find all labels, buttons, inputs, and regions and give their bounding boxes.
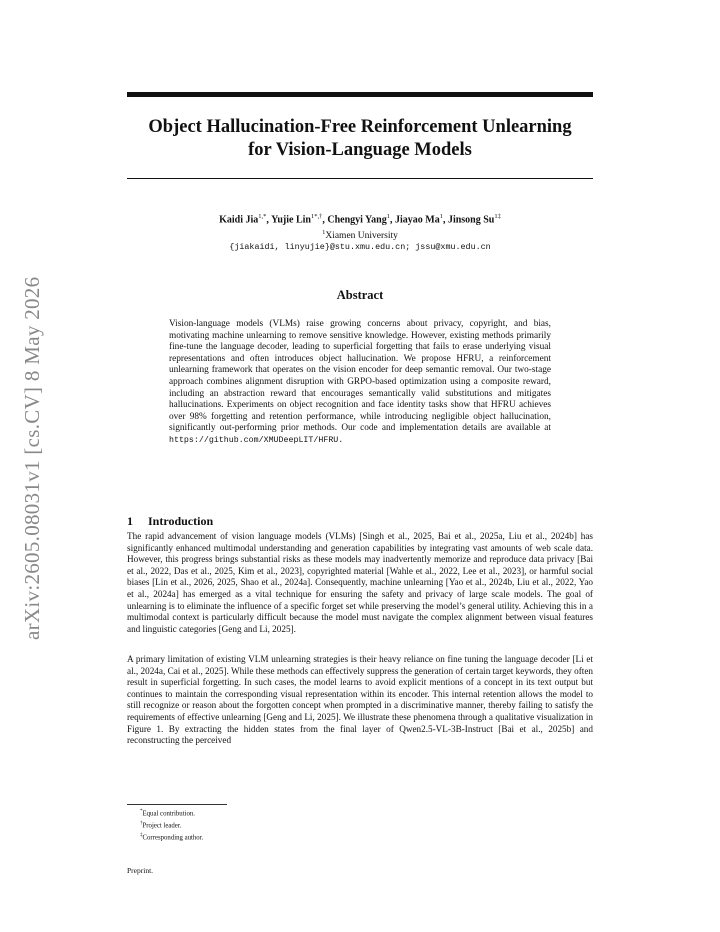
footnote-mark: * xyxy=(140,809,143,814)
author-list: Kaidi Jia$^{1,*}$, Yujie Lin$^{1*,\dagger}$, Chengyi Yang$^1$, Jiayao Ma$^1$, Jinsong $Su^{1\ddagger}$ xyxy=(219,213,501,226)
author-name: Kaidi Jia xyxy=(219,214,259,226)
title-bottom-rule xyxy=(127,178,593,179)
affiliation xyxy=(100,227,620,242)
footnotes xyxy=(140,807,203,842)
arxiv-identifier-stamp: arXiv:2605.08031v1 [cs.CV] 8 May 2026 xyxy=(20,276,44,640)
footnote-text: Project leader. xyxy=(142,822,182,830)
footnote xyxy=(140,831,203,843)
footnote-text: Equal contribution. xyxy=(142,810,195,818)
title-top-rule xyxy=(127,92,593,97)
author-name: Yujie Lin xyxy=(271,214,311,226)
author-name: Jinsong Su xyxy=(447,214,495,226)
abstract-heading: Abstract xyxy=(336,288,384,302)
affiliation-name: Xiamen University xyxy=(325,231,398,242)
paper-title xyxy=(110,116,610,162)
section-number: 1 xyxy=(127,514,133,528)
author-mark: 1*,† xyxy=(310,213,323,220)
title-line-1: Object Hallucination-Free Reinforcement Unlearning xyxy=(148,117,572,137)
footnote-mark: ‡ xyxy=(140,832,143,838)
intro-paragraph-1: The rapid advancement of vision language models (VLMs) [Singh et al., 2025, Bai et al., 2025a, Liu et al., 2024b] has significantly enhanced multimodal understanding and generation capabilities by integrating vast amounts of web scale data. However, this progress brings substantial risks as these models may inadvertently memorize and reproduce data privacy [Bai et al., 2022, Das et al., 2025, Kim et al., 2023], copyrighted material [Wahle et al., 2022, Lee et al., 2023], or harmful social biases [Lin et al., 2026, 2025, Shao et al., 2024a]. Consequently, machine unlearning [Yao et al., 2024b, Liu et al., 2022, Yao et al., 2024a] has emerged as a vital technique for ensuring the safety and privacy of large scale models. The goal of unlearning is to eliminate the influence of a specific forget set while preserving the model’s general utility. Achieving this in a multimodal context is particularly difficult because the model must navigate the complex alignment between visual features and linguistic categories [Geng and Li, 2025]. xyxy=(127,531,593,634)
author-name: Chengyi Yang xyxy=(327,214,387,226)
author-mark: 1,* xyxy=(258,213,267,220)
author-mark: 1‡ xyxy=(494,213,501,220)
code-url[interactable]: https://github.com/XMUDeepLIT/HFRU. xyxy=(169,435,344,445)
footnote xyxy=(140,807,203,819)
abstract-body xyxy=(169,319,551,447)
title-line-2: for Vision-Language Models xyxy=(248,140,472,160)
section-heading-introduction xyxy=(127,514,213,529)
author-name: Jiayao Ma xyxy=(394,214,440,226)
footnote-rule xyxy=(127,804,227,805)
intro-paragraph-2: A primary limitation of existing VLM unlearning strategies is their heavy reliance on fine tuning the language decoder [Li et al., 2024a, Cai et al., 2025]. While these methods can effectively suppress the generation of certain target keywords, they often result in superficial forgetting. In such cases, the model learns to avoid explicit mentions of a concept in its text output but continues to maintain the corresponding visual representation within its encoder. This internal retention allows the model to still recognize or reason about the forgotten concept when prompted in a discriminative manner, thereby failing to satisfy the requirements of effective unlearning [Geng and Li, 2025]. We illustrate these phenomena through a qualitative visualization in Figure 1. By extracting the hidden states from the final layer of Qwen2.5-VL-3B-Instruct [Bai et al., 2025b] and reconstructing the perceived xyxy=(127,654,593,746)
author-mark: 1 xyxy=(386,213,390,220)
footnote-text: Corresponding author. xyxy=(142,833,204,841)
affiliation-mark: 1 xyxy=(322,229,326,236)
footnote-mark: † xyxy=(140,820,143,826)
author-emails: {jiakaidi, linyujie}@stu.xmu.edu.cn; jssu@xmu.edu.cn xyxy=(229,242,491,252)
abstract-text: Vision-language models (VLMs) raise growing concerns about privacy, copyright, and bias, motivating machine unlearning to remove sensitive knowledge. However, existing methods primarily fine-tune the language decoder, leading to superficial forgetting that fails to erase underlying visual representations and often introduces object hallucination. We propose HFRU, a reinforcement unlearning framework that operates on the vision encoder for deep semantic removal. Our two-stage approach combines alignment disruption with GRPO-based optimization using a composite reward, including an abstraction reward that encourages semantically valid substitutions and mitigates hallucinations. Experiments on object recognition and face identity tasks show that HFRU achieves over 98% forgetting and retention performance, while introducing negligible object hallucination, significantly out-performing prior methods. Our code and implementation details are available at xyxy=(169,319,551,434)
author-mark: 1 xyxy=(439,213,443,220)
preprint-label: Preprint. xyxy=(127,866,154,875)
section-title: Introduction xyxy=(148,514,214,528)
footnote xyxy=(140,819,203,831)
